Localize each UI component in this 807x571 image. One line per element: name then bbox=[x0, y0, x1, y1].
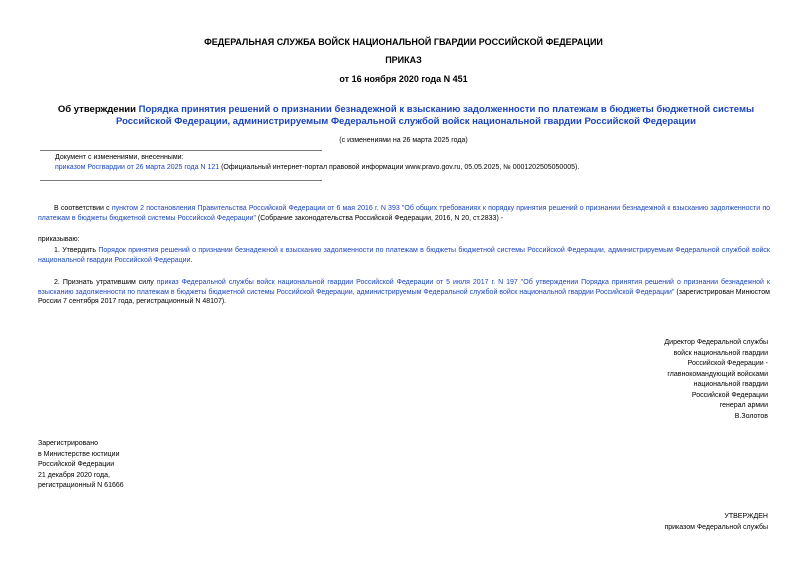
preamble-text-1: В соответствии с bbox=[54, 205, 112, 212]
revision-note: (с изменениями на 26 марта 2025 года) bbox=[339, 137, 468, 144]
registration-line: Российской Федерации bbox=[38, 461, 115, 468]
item-2-text: 2. Признать утратившим силу bbox=[54, 279, 157, 286]
approved-block bbox=[664, 511, 768, 533]
item-2-end: (зарегистрирован Минюстом России 7 сентября 2017 года, регистрационный N 48107). bbox=[38, 288, 770, 305]
amendments-link[interactable]: приказом Росгвардии от 26 марта 2025 года N 121 bbox=[55, 163, 220, 171]
doc-type: ПРИКАЗ bbox=[385, 55, 422, 65]
item-1-text: 1. Утвердить bbox=[54, 247, 99, 254]
amendments-label: Документ с изменениями, внесенными: bbox=[55, 154, 184, 161]
document-title bbox=[46, 104, 766, 128]
item-2-link[interactable]: приказ Федеральной службы войск национальной гвардии Российской Федерации от 5 июля 2017 г. N 197 "Об утверждении Порядка принятия решений о признании безнадежной к взысканию задолженности по платежам в бюджеты бюджетной системы Российской Федерации, администрируемым Федеральной службой войск национальной гвардии Российской Федерации" bbox=[38, 279, 770, 296]
title-link[interactable]: Порядка принятия решений о признании безнадежной к взысканию задолженности по платежам в бюджеты бюджетной системы Российской Федерации, администрируемым Федеральной службой войск национальной гвардии Российской Федерации bbox=[116, 104, 755, 127]
amendments-block bbox=[55, 153, 775, 172]
signature-line: главнокомандующий войсками bbox=[667, 370, 768, 378]
preamble-link[interactable]: пунктом 2 постановления Правительства Российской Федерации от 6 мая 2016 г. N 393 "Об общих требованиях к порядку принятия решений о признании безнадежной к взысканию задолженности по платежам в бюджеты бюджетной системы Российской Федерации" bbox=[38, 205, 771, 222]
item-1-end: . bbox=[190, 256, 193, 264]
top-rule bbox=[40, 150, 322, 151]
signature-line: генерал армии bbox=[719, 402, 768, 409]
registration-line: регистрационный N 61666 bbox=[38, 482, 124, 489]
doc-date-number: от 16 ноября 2020 года N 451 bbox=[339, 74, 468, 84]
amendments-source: (Официальный интернет-портал правовой информации www.pravo.gov.ru, 05.05.2025, № 0001202505050005). bbox=[219, 163, 580, 171]
preamble-text-2: (Собрание законодательства Российской Федерации, 2016, N 20, ст.2833) - bbox=[255, 214, 504, 222]
item-1-link[interactable]: Порядок принятия решений о признании безнадежной к взысканию задолженности по платежам в бюджеты бюджетной системы Российской Федерации, администрируемым Федеральной службой войск национальной гвардии Российской Федерации bbox=[38, 247, 770, 264]
approved-line: приказом Федеральной службы bbox=[664, 524, 768, 531]
registration-line: Зарегистрировано bbox=[38, 440, 98, 447]
title-prefix: Об утверждении bbox=[57, 104, 139, 115]
registration-line: в Министерстве юстиции bbox=[38, 450, 120, 458]
registration-line: 21 декабря 2020 года, bbox=[38, 471, 110, 479]
item-1 bbox=[38, 246, 770, 265]
signature-line: Директор Федеральной службы bbox=[664, 339, 768, 346]
item-2 bbox=[38, 278, 770, 307]
signature-line: войск национальной гвардии bbox=[673, 349, 768, 357]
agency-heading: ФЕДЕРАЛЬНАЯ СЛУЖБА ВОЙСК НАЦИОНАЛЬНОЙ ГВАРДИИ РОССИЙСКОЙ ФЕДЕРАЦИИ bbox=[204, 37, 603, 47]
signature-block bbox=[628, 338, 768, 422]
signature-line: национальной гвардии bbox=[693, 381, 768, 388]
order-word: приказываю: bbox=[38, 236, 80, 243]
approved-heading: УТВЕРЖДЕН bbox=[724, 513, 768, 520]
signature-name: В.Золотов bbox=[734, 412, 768, 420]
preamble bbox=[38, 204, 770, 223]
registration-block bbox=[38, 439, 124, 492]
signature-line: Российской Федерации bbox=[691, 391, 768, 399]
signature-line: Российской Федерации - bbox=[687, 360, 768, 367]
bottom-rule bbox=[40, 180, 322, 181]
